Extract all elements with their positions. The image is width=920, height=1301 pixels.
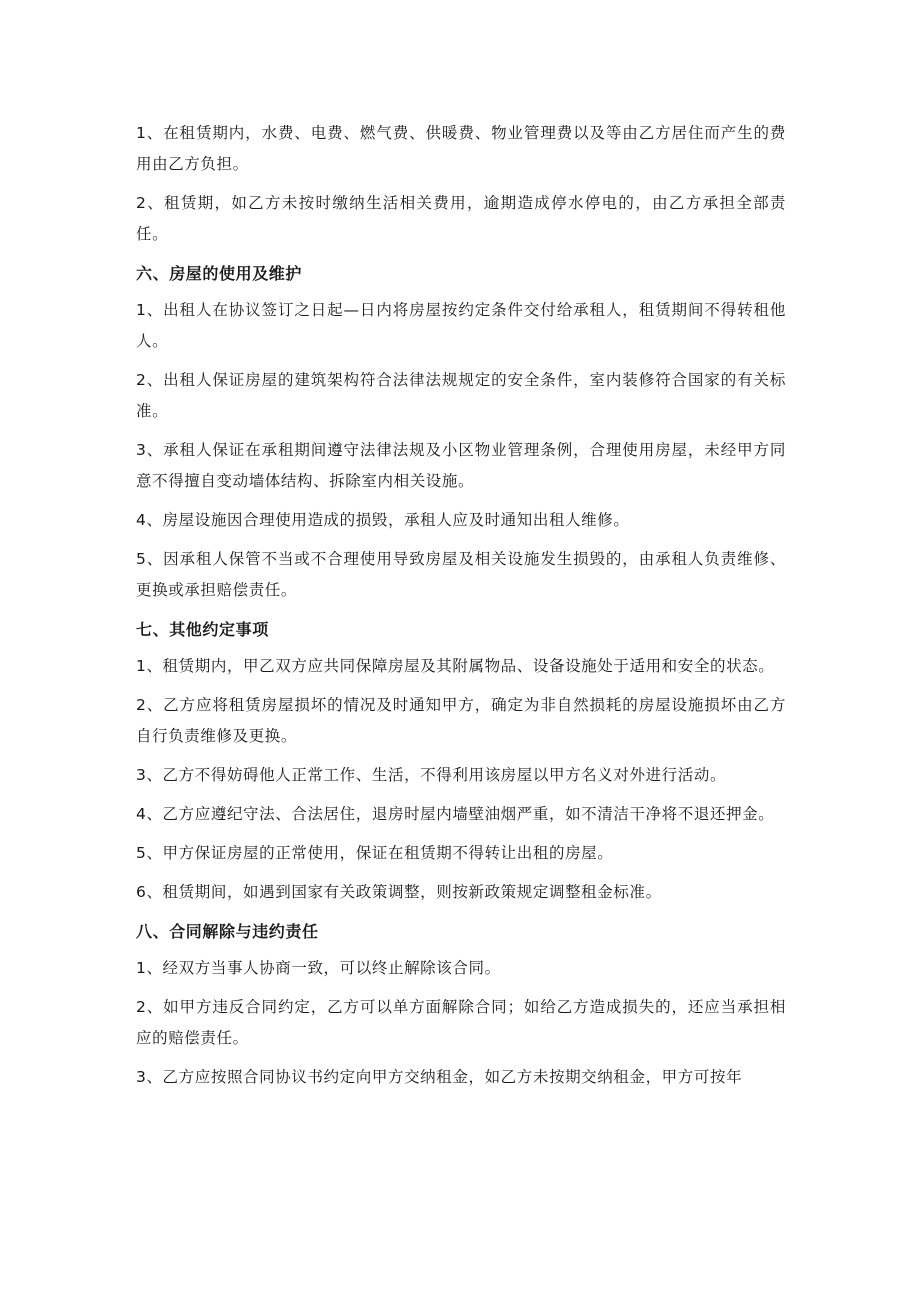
paragraph-6-3: 3、承租人保证在承租期间遵守法律法规及小区物业管理条例，合理使用房屋，未经甲方同意不得擅自变动墙体结构、拆除室内相关设施。 — [136, 441, 786, 490]
paragraph-late-payment: 2、租赁期，如乙方未按时缴纳生活相关费用，逾期造成停水停电的，由乙方承担全部责任。 — [136, 194, 786, 243]
paragraph-6-5: 5、因承租人保管不当或不合理使用导致房屋及相关设施发生损毁的，由承租人负责维修、更换或承担赔偿责任。 — [136, 550, 786, 599]
paragraph-7-3: 3、乙方不得妨碍他人正常工作、生活，不得利用该房屋以甲方名义对外进行活动。 — [136, 766, 727, 784]
section-heading-6: 六、房屋的使用及维护 — [136, 264, 303, 283]
section-heading-8: 八、合同解除与违约责任 — [136, 922, 319, 941]
paragraph-7-5: 5、甲方保证房屋的正常使用，保证在租赁期不得转让出租的房屋。 — [136, 844, 614, 862]
paragraph-7-1: 1、租赁期内，甲乙双方应共同保障房屋及其附属物品、设备设施处于适用和安全的状态。 — [136, 657, 775, 675]
paragraph-utilities-fees: 1、在租赁期内，水费、电费、燃气费、供暖费、物业管理费以及等由乙方居住而产生的费用由乙方负担。 — [136, 124, 786, 173]
paragraph-6-4: 4、房屋设施因合理使用造成的损毁，承租人应及时通知出租人维修。 — [136, 511, 630, 529]
paragraph-8-3: 3、乙方应按照合同协议书约定向甲方交纳租金，如乙方未按期交纳租金，甲方可按年 — [136, 1068, 743, 1086]
paragraph-6-1: 1、出租人在协议签订之日起—日内将房屋按约定条件交付给承租人，租赁期间不得转租他人。 — [136, 301, 786, 350]
paragraph-7-2: 2、乙方应将租赁房屋损坏的情况及时通知甲方，确定为非自然损耗的房屋设施损坏由乙方自行负责维修及更换。 — [136, 696, 786, 745]
paragraph-8-1: 1、经双方当事人协商一致，可以终止解除该合同。 — [136, 959, 501, 977]
paragraph-6-2: 2、出租人保证房屋的建筑架构符合法律法规规定的安全条件，室内装修符合国家的有关标准。 — [136, 371, 786, 420]
paragraph-7-6: 6、租赁期间，如遇到国家有关政策调整，则按新政策规定调整租金标准。 — [136, 883, 662, 901]
document-page — [136, 118, 786, 1101]
paragraph-7-4: 4、乙方应遵纪守法、合法居住，退房时屋内墙壁油烟严重，如不清洁干净将不退还押金。 — [136, 805, 775, 823]
section-heading-7: 七、其他约定事项 — [136, 620, 269, 639]
paragraph-8-2: 2、如甲方违反合同约定，乙方可以单方面解除合同；如给乙方造成损失的，还应当承担相应的赔偿责任。 — [136, 998, 786, 1047]
